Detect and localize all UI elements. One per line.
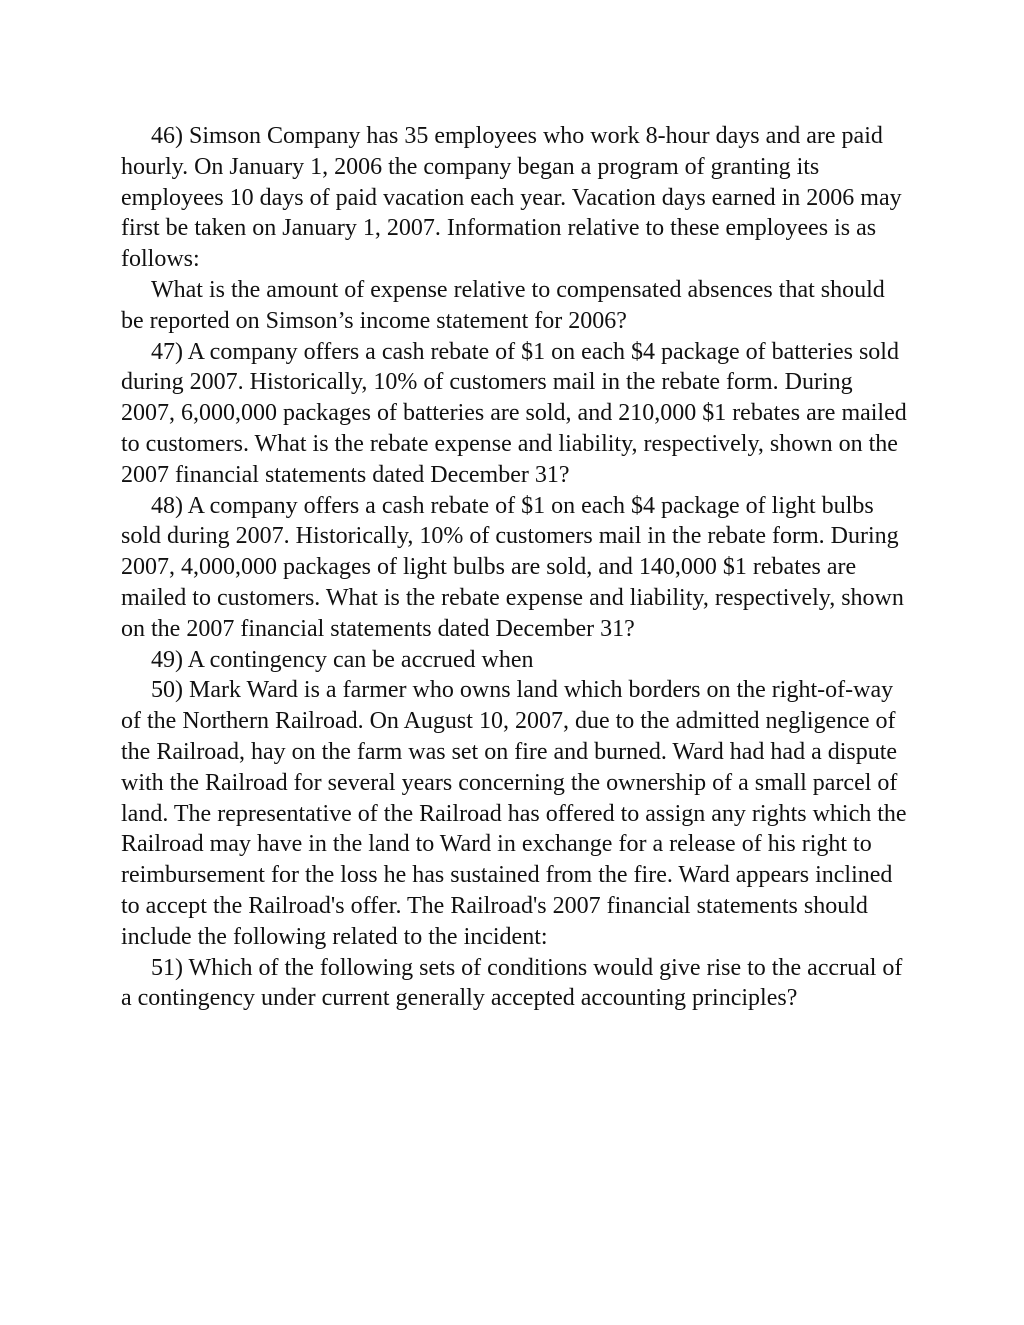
question-46: 46) Simson Company has 35 employees who work 8-hour days and are paid hourly. On January 1, 2006 the company began a program of granting its employees 10 days of paid vacation each year. Vacation days earned in 2006 may first be taken on January 1, 2007. Information relative to these employees is as follows: — [121, 123, 902, 273]
question-47: 47) A company offers a cash rebate of $1 on each $4 package of batteries sold during 2007. Historically, 10% of customers mail in the rebate form. During 2007, 6,000,000 packages of batteries are sold, and 210,000 $1 rebates are mailed to customers. What is the rebate expense and liability, respectively, shown on the 2007 financial statements dated December 31? — [121, 338, 907, 488]
question-46-prompt: What is the amount of expense relative to compensated absences that should be reported on Simson’s income statement for 2006? — [121, 276, 885, 334]
question-48: 48) A company offers a cash rebate of $1 on each $4 package of light bulbs sold during 2007. Historically, 10% of customers mail in the rebate form. During 2007, 4,000,000 packages of light bulbs are sold, and 140,000 $1 rebates are mailed to customers. What is the rebate expense and liability, respectively, shown on the 2007 financial statements dated December 31? — [121, 492, 904, 642]
question-49: 49) A contingency can be accrued when — [151, 646, 534, 673]
question-51: 51) Which of the following sets of conditions would give rise to the accrual of a contingency under current generally accepted accounting principles? — [121, 954, 903, 1012]
document-page — [121, 121, 911, 1014]
question-50: 50) Mark Ward is a farmer who owns land which borders on the right-of-way of the Northern Railroad. On August 10, 2007, due to the admitted negligence of the Railroad, hay on the farm was set on fire and burned. Ward had had a dispute with the Railroad for several years concerning the ownership of a small parcel of land. The representative of the Railroad has offered to assign any rights which the Railroad may have in the land to Ward in exchange for a release of his right to reimbursement for the loss he has sustained from the fire. Ward appears inclined to accept the Railroad's offer. The Railroad's 2007 financial statements should include the following related to the incident: — [121, 677, 907, 950]
